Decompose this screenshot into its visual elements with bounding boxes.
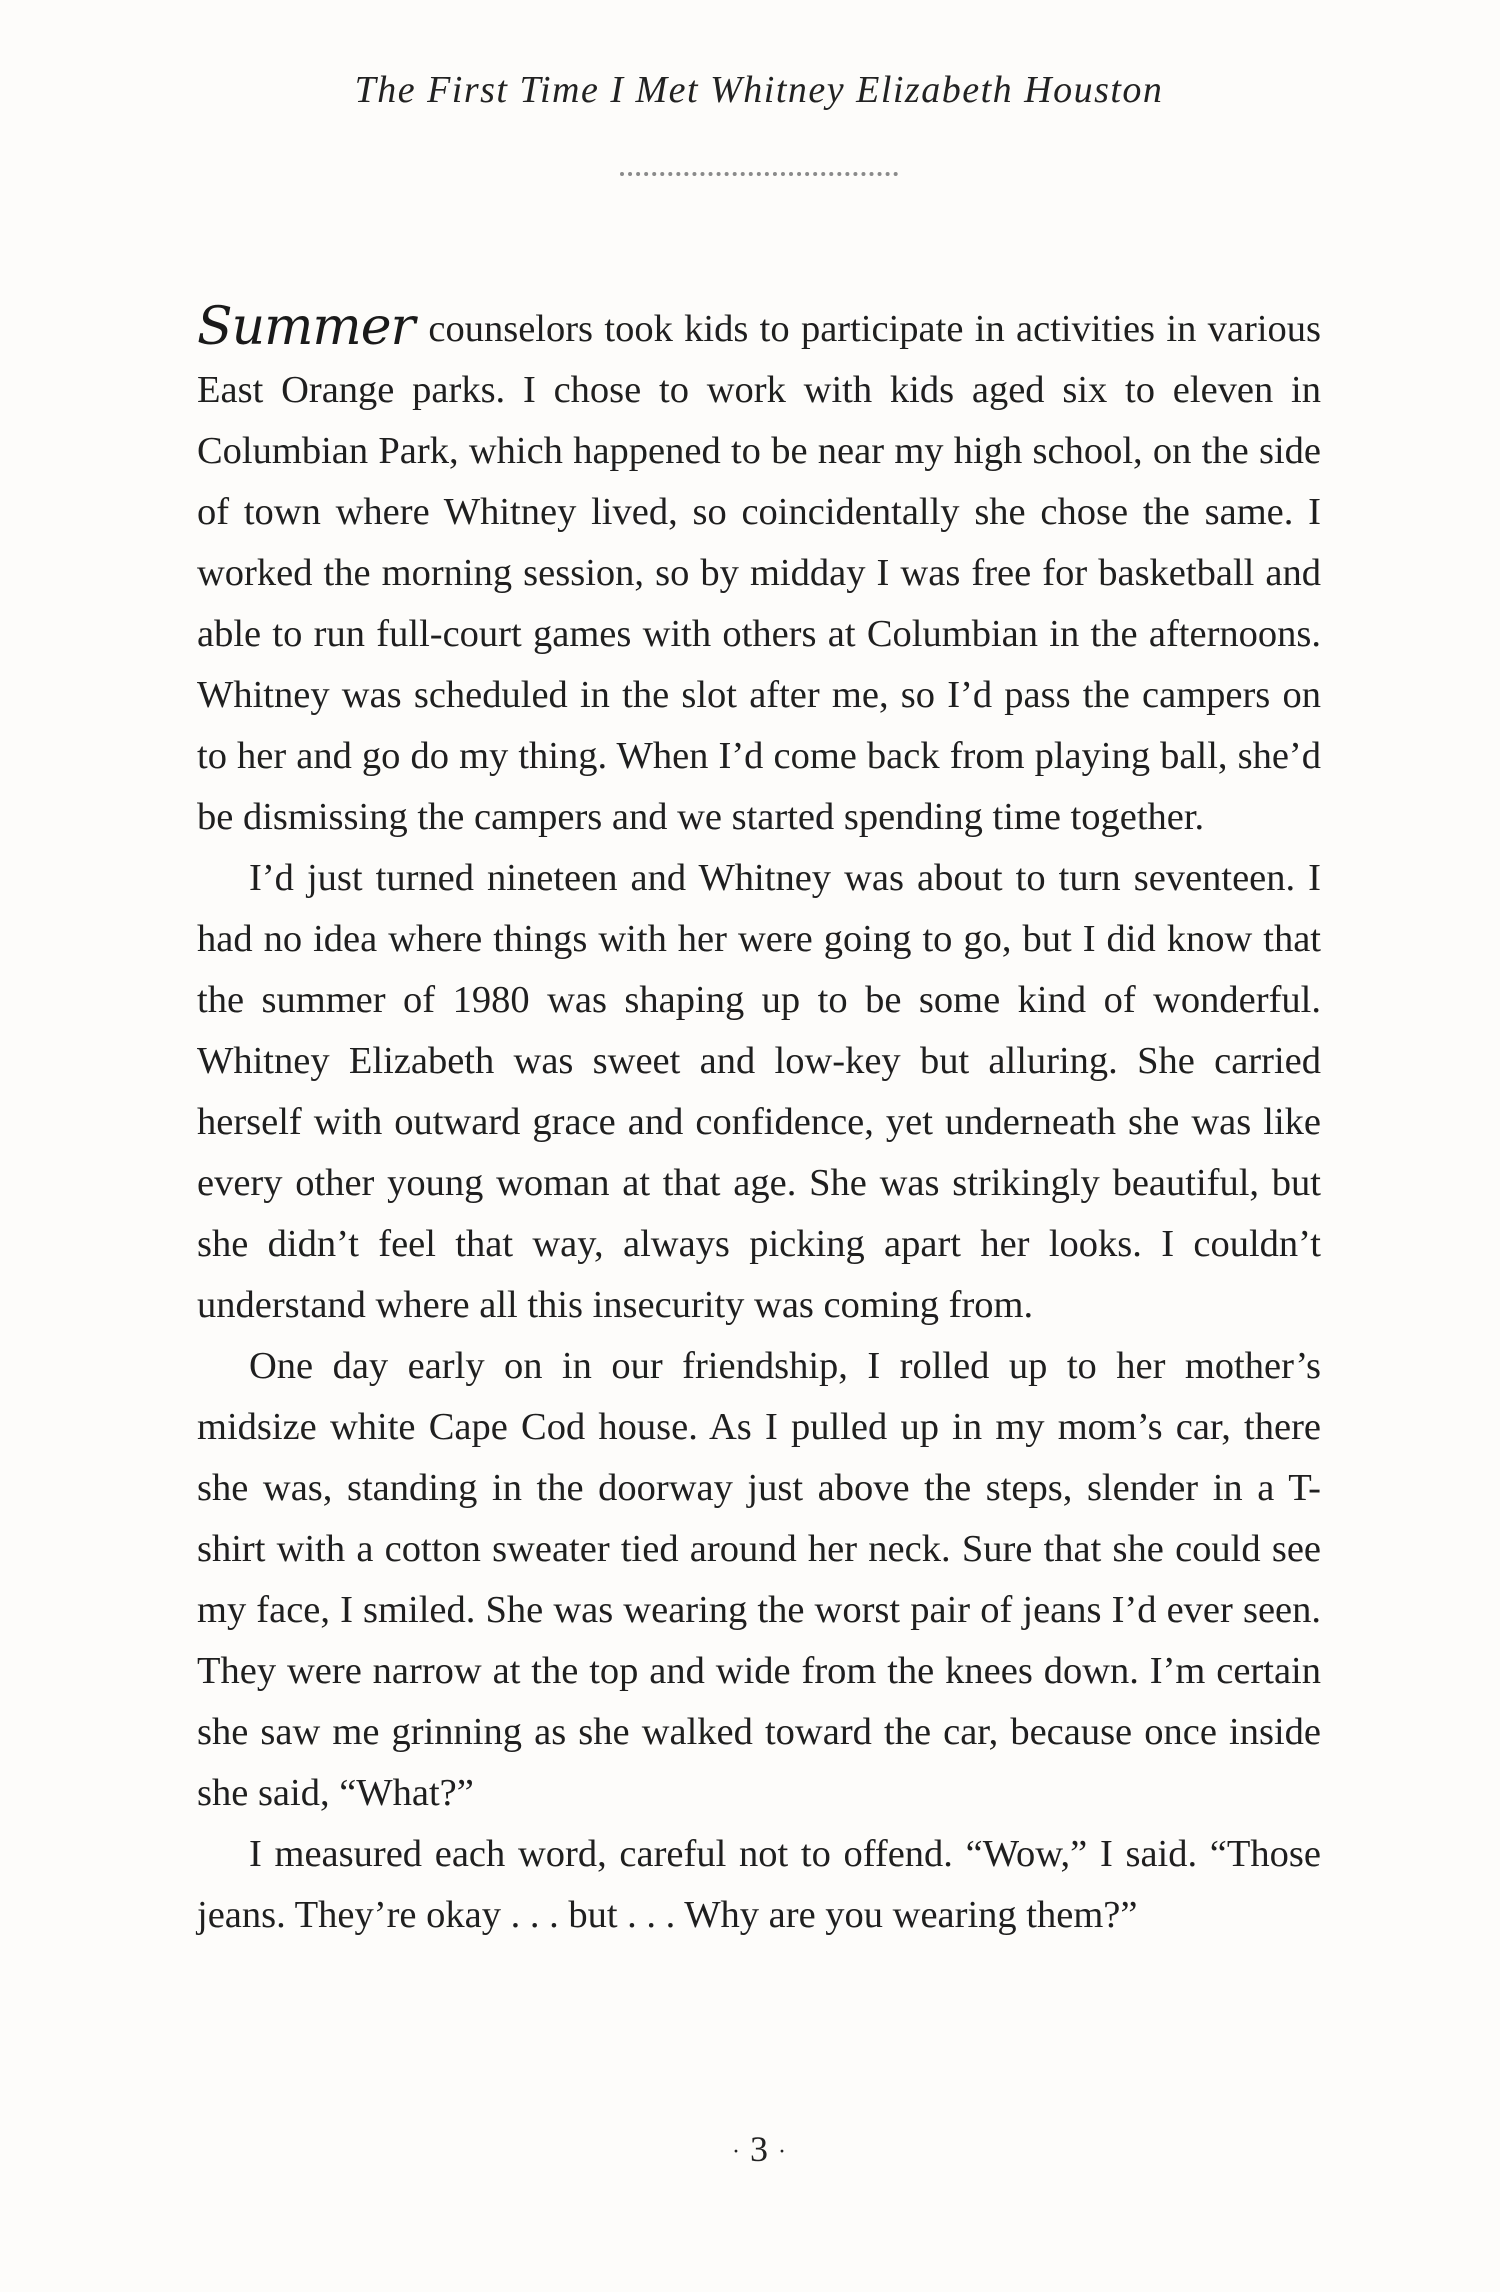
page-number-footer (197, 2128, 1321, 2170)
running-head-title: The First Time I Met Whitney Elizabeth Houston (354, 69, 1164, 111)
dotted-ornament-divider (620, 172, 898, 176)
paragraph-2: I’d just turned nineteen and Whitney was about to turn seventeen. I had no idea where things with her were going to go, but I did know that the summer of 1980 was shaping up to be some kind of wonderful. Whitney Elizabeth was sweet and low-key but alluring. She carried herself with outward grace and confidence, yet underneath she was like every other young woman at that age. She was strikingly beautiful, but she didn’t feel that way, always picking apart her looks. I couldn’t understand where all this insecurity was coming from. (197, 857, 1321, 1326)
paragraph-3: One day early on in our friendship, I rolled up to her mother’s midsize white Cape Cod house. As I pulled up in my mom’s car, there she was, standing in the doorway just above the steps, slender in a T-shirt with a cotton sweater tied around her neck. Sure that she could see my face, I smiled. She was wearing the worst pair of jeans I’d ever seen. They were narrow at the top and wide from the knees down. I’m certain she saw me grinning as she walked toward the car, because once inside she said, “What?” (197, 1345, 1321, 1814)
folio-dot-right: · (778, 2139, 786, 2166)
book-page (197, 0, 1321, 2292)
folio-dot-left: · (732, 2139, 740, 2166)
body-text (197, 298, 1321, 1946)
page-number: 3 (750, 2129, 768, 2169)
paragraph-4: I measured each word, careful not to offend. “Wow,” I said. “Those jeans. They’re okay . . . but . . . Why are you wearing them?” (197, 1833, 1321, 1936)
paragraph-1 (197, 298, 1321, 848)
opening-script-word: Summer (197, 297, 415, 357)
paragraph-1-text: counselors took kids to participate in activities in various East Orange parks. I chose to work with kids aged six to eleven in Columbian Park, which happened to be near my high school, on the side of town where Whitney lived, so coincidentally she chose the same. I worked the morning session, so by midday I was free for basketball and able to run full-court games with others at Columbian in the afternoons. Whitney was scheduled in the slot after me, so I’d pass the campers on to her and go do my thing. When I’d come back from playing ball, she’d be dismissing the campers and we started spending time together. (197, 308, 1321, 838)
